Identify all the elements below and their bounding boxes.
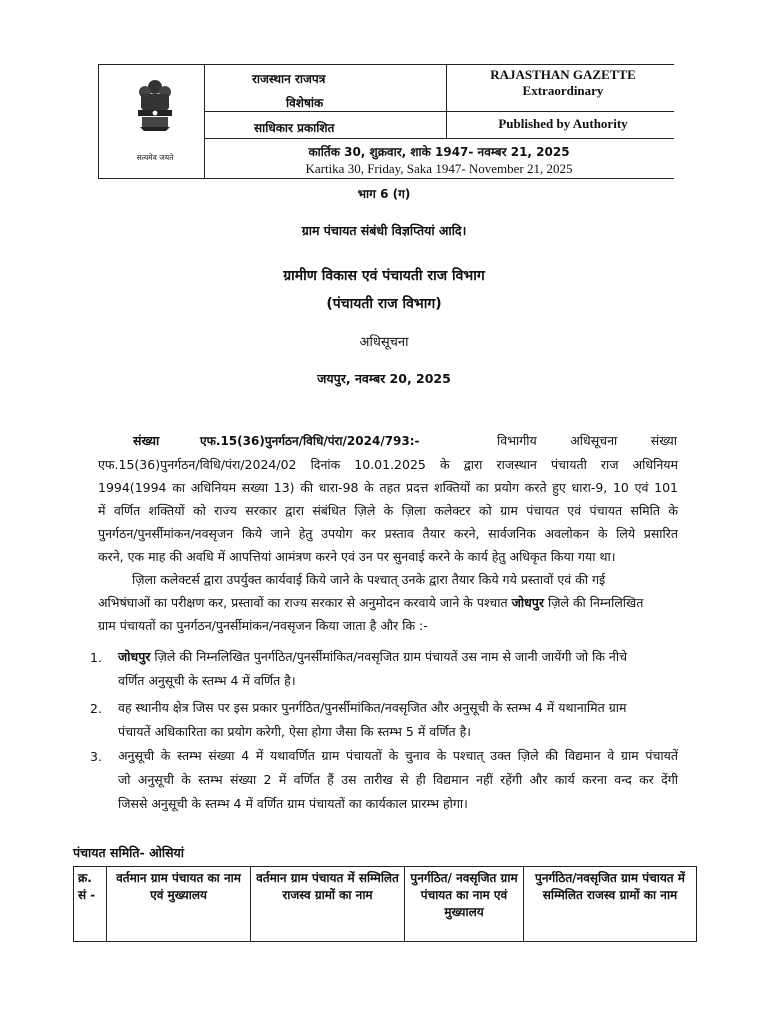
list-item-line: जिससे अनुसूची के स्तम्भ 4 में वर्णित ग्राम पंचायतों का कार्यकाल प्रारम्भ होगा। <box>118 796 468 811</box>
list-number: 1. <box>90 650 102 665</box>
col-new-panchayat: पुनर्गठित/ नवसृजित ग्राम पंचायत का नाम एवं मुख्यालय <box>405 867 524 942</box>
section-title: ग्राम पंचायत संबंधी विज्ञप्तियां आदि। <box>301 223 467 238</box>
list-item-line: अनुसूची के स्तम्भ संख्या 4 में यथावर्णित ग्राम पंचायतों के चुनाव के पश्चात् उक्त ज़िले की विद्यमान वे ग्राम पंचायतें <box>118 748 678 763</box>
para1-line: 1994(1994 का अधिनियम सख्या 13) की धारा-98 के तहत प्रदत्त शक्तियों का प्रयोग करते हुए धारा-9, 10 एवं 101 <box>98 480 678 495</box>
para1-line: करने, एक माह की अवधि में आपत्तियां आमंत्रण करने एवं उन पर सुनवाई करने के कार्य हेतु अधिकृत किया गया था। <box>98 549 616 564</box>
header-mid-rule <box>204 111 674 112</box>
list-item <box>118 744 678 816</box>
para2-text: अभिषंघाओं का परीक्षण कर, प्रस्तावों का राज्य सरकार से अनुमोदन करवाये जाने के पश्चात <box>98 595 508 610</box>
para1-line: में वर्णित शक्तियों को राज्य सरकार द्वारा संबंधित ज़िले के ज़िला कलेक्टर को ग्राम पंचायत एवं पंचायत समिति के <box>98 503 678 518</box>
sub-department-title: (पंचायती राज विभाग) <box>326 296 442 312</box>
para1-line: एफ.15(36)पुनर्गठन/विधि/पंरा/2024/02 दिनांक 10.01.2025 के द्वारा राजस्थान पंचायती राज अधिनियम <box>98 457 678 472</box>
para2-line: ज़िला कलेक्टर्स द्वारा उपर्युक्त कार्यवाई किये जाने के पश्चात् उनके द्वारा तैयार किये गये प्रस्तावों एवं की गई <box>132 572 606 587</box>
list-number: 2. <box>90 701 102 716</box>
col-current-villages: वर्तमान ग्राम पंचायत में सम्मिलित राजस्व ग्रामों का नाम <box>251 867 405 942</box>
para1-body <box>98 453 678 568</box>
para2-text: ज़िले की निम्नलिखित <box>547 595 644 610</box>
col-current-panchayat: वर्तमान ग्राम पंचायत का नाम एवं मुख्यालय <box>107 867 251 942</box>
list-item <box>118 645 678 693</box>
list-item-line <box>118 645 678 669</box>
panchayat-samiti-label: पंचायत समिति- ओसियां <box>73 845 185 860</box>
header-top-rule <box>98 64 674 65</box>
place-date: जयपुर, नवम्बर 20, 2025 <box>317 371 451 386</box>
ashoka-emblem-icon <box>132 78 178 142</box>
list-item-line: पंचायतें अधिकारिता का प्रयोग करेगी, ऐसा होगा जैसा कि स्तम्भ 5 में वर्णित है। <box>118 724 471 739</box>
gazette-title-hindi: राजस्थान राजपत्र <box>252 72 326 86</box>
list-item-line: वर्णित अनुसूची के स्तम्भ 4 में वर्णित है। <box>118 673 296 688</box>
header-date-rule <box>204 138 674 139</box>
gazette-title-english: RAJASTHAN GAZETTE <box>490 67 636 82</box>
list-item <box>118 696 678 744</box>
gazette-subtitle-english: Extraordinary <box>522 83 604 98</box>
number-label: संख्या <box>133 433 160 448</box>
date-english: Kartika 30, Friday, Saka 1947- November 21, 2025 <box>305 161 573 176</box>
para1-line: विभागीय अधिसूचना संख्या <box>497 433 677 448</box>
header-left-border <box>98 64 99 178</box>
col-serial: क्र. सं - <box>74 867 107 942</box>
col-new-villages: पुनर्गठित/नवसृजित ग्राम पंचायत में सम्मिलित राजस्व ग्रामों का नाम <box>524 867 697 942</box>
list-number: 3. <box>90 749 102 764</box>
department-title: ग्रामीण विकास एवं पंचायती राज विभाग <box>283 268 485 284</box>
header-divider-2 <box>446 64 447 138</box>
list-item-line: वह स्थानीय क्षेत्र जिस पर इस प्रकार पुनर्गठित/पुनर्सीमांकित/नवसृजित और अनुसूची के स्तम्भ 4 में यथानामित ग्राम <box>118 700 627 715</box>
para2-body <box>98 568 678 637</box>
list-item-line: जो अनुसूची के स्तम्भ संख्या 2 में वर्णित हैं उस तारीख से ही विद्यमान नहीं रहेंगी और कार्य करना वन्द कर देंगी <box>118 772 678 787</box>
number-value: एफ.15(36)पुनर्गठन/विधि/पंरा/2024/793:- <box>200 434 420 448</box>
para2-line-with-district <box>98 591 678 614</box>
notification-label: अधिसूचना <box>359 335 409 350</box>
schedule-table <box>73 866 697 942</box>
part-number: भाग 6 (ग) <box>357 187 411 201</box>
para1-line: पुनर्गठन/पुनर्सीमांकन/नवसृजन किये जाने हेतु उपयोग कर प्रस्ताव तैयार करने, सार्वजनिक अवलोकन के लिये प्रसारित <box>98 526 678 541</box>
table-header-row <box>74 867 697 942</box>
header-bottom-rule <box>98 178 674 179</box>
authority-english: Published by Authority <box>498 116 628 131</box>
district-name: जोधपुर <box>511 595 544 610</box>
list-item-text: ज़िले की निम्नलिखित पुनर्गठित/पुनर्सीमांकित/नवसृजित ग्राम पंचायतें उस नाम से जानी जायेंगी जो कि नीचे <box>154 649 628 664</box>
authority-hindi: साधिकार प्रकाशित <box>254 121 335 135</box>
gazette-subtitle-hindi: विशेषांक <box>286 96 324 110</box>
district-name: जोधपुर <box>118 649 151 664</box>
para2-line: ग्राम पंचायतों का पुनर्गठन/पुनर्सीमांकन/नवसृजन किया जाता है और कि :- <box>98 618 428 633</box>
emblem-motto: सत्यमेव जयते <box>136 153 174 162</box>
date-hindi: कार्तिक 30, शुक्रवार, शाके 1947- नवम्बर 21, 2025 <box>308 145 570 159</box>
